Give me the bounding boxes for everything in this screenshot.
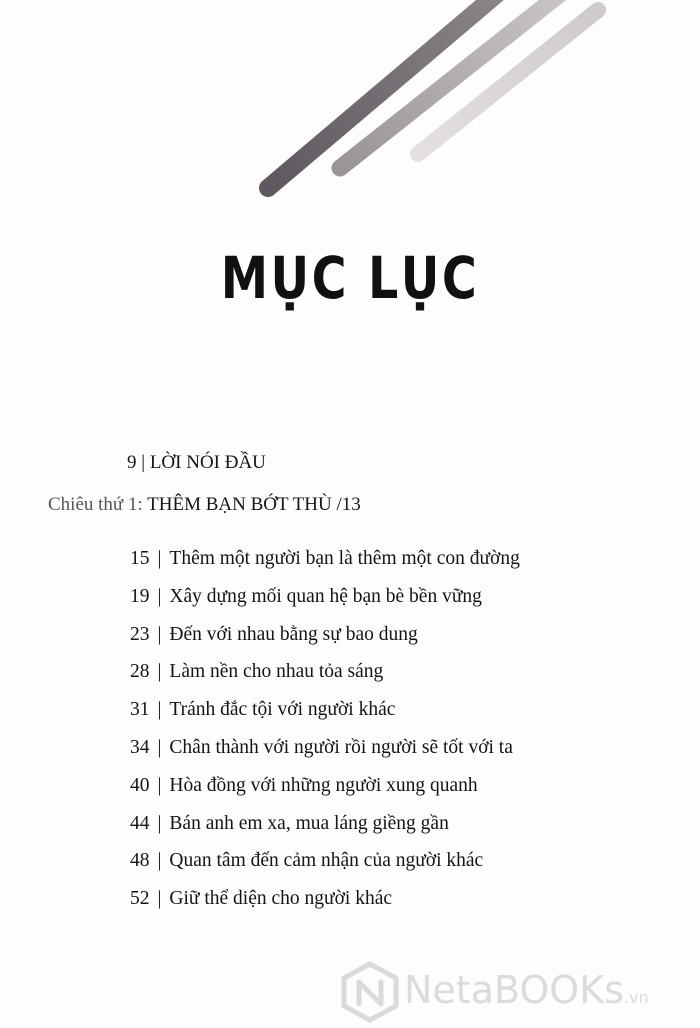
toc-entry[interactable] [130, 847, 520, 885]
chapter-page: /13 [336, 494, 361, 515]
toc-entry[interactable] [130, 885, 520, 923]
intro-page-number: 9 [127, 452, 137, 473]
toc-entry[interactable] [130, 621, 520, 659]
toc-page-number: 48 [130, 850, 150, 872]
decorative-stripes [0, 0, 700, 220]
toc-page-number: 28 [130, 661, 150, 683]
toc-separator: | [157, 774, 162, 796]
chapter-prefix: Chiêu thứ 1: [48, 494, 143, 515]
toc-page-number: 44 [130, 812, 150, 834]
toc-title: Chân thành với người rồi người sẽ tốt với ta [169, 736, 513, 758]
toc-separator: | [157, 548, 162, 569]
watermark-suffix: .vn [623, 988, 649, 1007]
intro-separator: | [141, 452, 146, 473]
toc-page-number: 31 [130, 699, 150, 721]
toc-title: Thêm một người bạn là thêm một con đường [169, 548, 520, 569]
toc-title: Xây dựng mối quan hệ bạn bè bền vững [169, 585, 482, 607]
toc-separator: | [157, 699, 162, 721]
toc-page-number: 52 [130, 888, 150, 910]
toc-separator: | [157, 585, 162, 607]
netabooks-logo-icon [340, 960, 400, 1024]
watermark-text [404, 968, 649, 1012]
intro-label: LỜI NÓI ĐẦU [149, 452, 266, 473]
toc-entry[interactable] [130, 545, 520, 583]
toc-entry[interactable] [130, 658, 520, 696]
watermark [340, 960, 685, 1020]
toc-entry[interactable] [130, 734, 520, 772]
chapter-heading[interactable] [48, 494, 361, 516]
chapter-title: THÊM BẠN BỚT THÙ [147, 494, 332, 515]
toc-page-number: 23 [130, 623, 150, 645]
toc-entry[interactable] [130, 772, 520, 810]
toc-separator: | [157, 850, 162, 872]
toc-title: Tránh đắc tội với người khác [169, 699, 396, 721]
toc-separator: | [157, 812, 162, 834]
stripe-dark [268, 0, 497, 188]
toc-page-number: 15 [130, 548, 150, 569]
toc-page-number: 40 [130, 774, 150, 796]
page-title: MỤC LỤC [220, 244, 480, 312]
toc-separator: | [157, 736, 162, 758]
toc-entry[interactable] [130, 696, 520, 734]
intro-entry[interactable] [127, 452, 266, 474]
toc-title: Quan tâm đến cảm nhận của người khác [169, 850, 484, 872]
toc-entry[interactable] [130, 810, 520, 848]
toc-list [130, 545, 520, 923]
toc-title: Hòa đồng với những người xung quanh [169, 774, 478, 796]
toc-title: Giữ thể diện cho người khác [169, 888, 393, 910]
toc-separator: | [157, 661, 162, 683]
toc-page-number: 34 [130, 736, 150, 758]
toc-separator: | [157, 888, 162, 910]
toc-title: Đến với nhau bằng sự bao dung [169, 623, 418, 645]
watermark-brand: NetaBOOKs [404, 968, 624, 1012]
toc-entry[interactable] [130, 583, 520, 621]
toc-title: Làm nền cho nhau tỏa sáng [169, 661, 384, 683]
toc-separator: | [157, 623, 162, 645]
toc-page-number: 19 [130, 585, 150, 607]
toc-title: Bán anh em xa, mua láng giềng gần [169, 812, 449, 834]
